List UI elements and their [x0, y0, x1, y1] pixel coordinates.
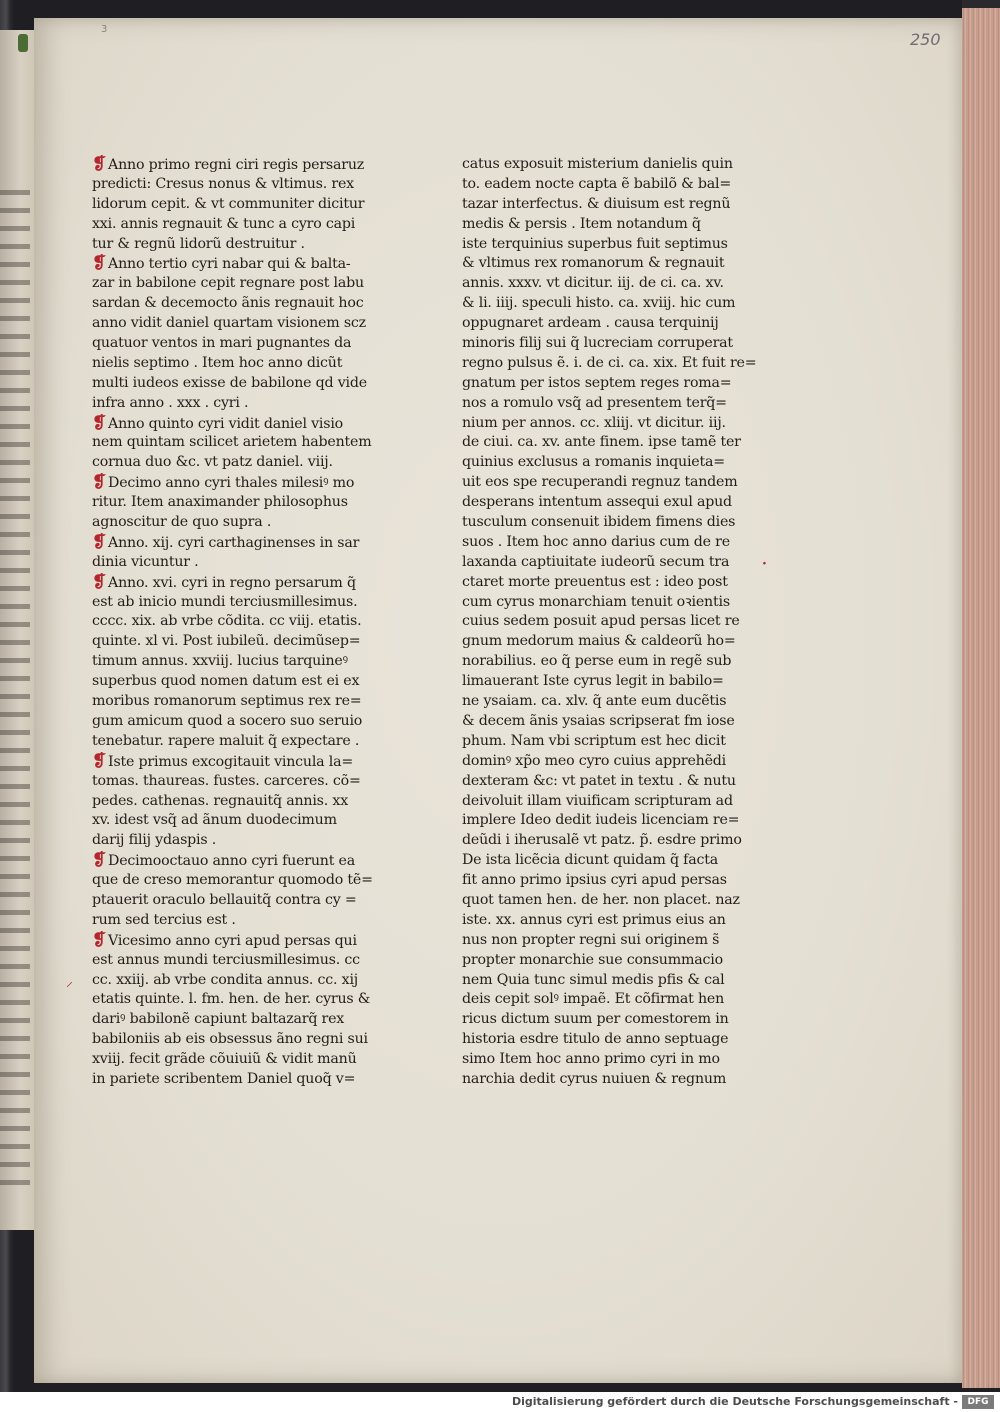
line-text: multi iudeos exisse de babilone qd vide	[92, 374, 367, 391]
paragraph-mark-icon: ❡	[92, 851, 107, 871]
line-text: quatuor ventos in mari pugnantes da	[92, 335, 352, 352]
text-line	[92, 752, 392, 772]
text-line	[92, 235, 392, 255]
text-line	[462, 1050, 764, 1070]
margin-red-dot: ·	[762, 556, 767, 572]
text-line	[92, 971, 392, 991]
dfg-logo: DFG	[962, 1395, 994, 1409]
text-line	[462, 672, 764, 692]
text-line	[462, 394, 764, 414]
line-text: lidorum cepit. & vt communiter dicitur	[92, 195, 365, 212]
line-text: xviij. fecit grãde cõuiuiũ & vidit manũ	[92, 1051, 357, 1068]
text-line	[462, 473, 764, 493]
line-text: est ab inicio mundi terciusmillesimus.	[92, 593, 358, 610]
text-line	[462, 414, 764, 434]
text-line	[462, 931, 764, 951]
line-text: nielis septimo . Item hoc anno dicũt	[92, 354, 343, 371]
line-text: & li. iiij. speculi histo. ca. xviij. hic cum	[462, 295, 736, 312]
previous-page-edge	[0, 30, 35, 1230]
line-text: ricus dictum suum per comestorem in	[462, 1011, 729, 1028]
text-line	[462, 911, 764, 931]
line-text: tomas. thaureas. fustes. carceres. cõ=	[92, 772, 361, 789]
text-line	[92, 732, 392, 752]
line-text: iste terquinius superbus fuit septimus	[462, 235, 728, 252]
text-line	[462, 593, 764, 613]
text-line	[92, 772, 392, 792]
line-text: ritur. Item anaximander philosophus	[92, 494, 348, 511]
line-text: oppugnaret ardeam . causa terquinij	[462, 315, 719, 332]
line-text: de ciui. ca. xv. ante finem. ipse tamẽ ter	[462, 434, 741, 451]
text-line	[462, 294, 764, 314]
line-text: medis & persis . Item notandum q̃	[462, 215, 701, 232]
text-line	[462, 254, 764, 274]
paragraph-mark-icon: ❡	[92, 751, 107, 771]
line-text: Decimo anno cyri thales milesiꝰ mo	[108, 475, 355, 492]
line-text: predicti: Cresus nonus & vltimus. rex	[92, 175, 354, 192]
text-line	[92, 612, 392, 632]
paragraph-mark-icon: ❡	[92, 572, 107, 592]
text-line	[462, 175, 764, 195]
text-line	[462, 971, 764, 991]
line-text: & decem ãnis ysaias scripserat fm iose	[462, 712, 735, 729]
line-text: Anno quinto cyri vidit daniel visio	[108, 415, 344, 432]
line-text: rum sed tercius est .	[92, 911, 236, 928]
text-line	[462, 513, 764, 533]
text-line	[462, 831, 764, 851]
line-text: catus exposuit misterium danielis quin	[462, 156, 733, 172]
text-line	[92, 433, 392, 453]
line-text: tenebatur. rapere maluit q̃ expectare .	[92, 732, 360, 749]
line-text: phum. Nam vbi scriptum est hec dicit	[462, 732, 726, 749]
line-text: dominꝰ xp̃o meo cyro cuius apprehẽdi	[462, 752, 727, 769]
text-line	[462, 433, 764, 453]
text-line	[92, 493, 392, 513]
text-line	[92, 792, 392, 812]
line-text: sardan & decemocto ãnis regnauit hoc	[92, 295, 364, 312]
text-line	[92, 414, 392, 434]
line-text: fit anno primo ipsius cyri apud persas	[462, 872, 727, 889]
text-line	[462, 573, 764, 593]
text-line	[92, 374, 392, 394]
fore-edge-page-stack	[962, 8, 1000, 1388]
line-text: cum cyrus monarchiam tenuit oꝛientis	[462, 593, 730, 610]
text-line	[92, 712, 392, 732]
text-line	[462, 652, 764, 672]
line-text: anno vidit daniel quartam visionem scz	[92, 315, 366, 332]
text-line	[462, 453, 764, 473]
line-text: annis. xxxv. vt dicitur. iij. de ci. ca. xv.	[462, 275, 724, 292]
text-line	[462, 712, 764, 732]
line-text: moribus romanorum septimus rex re=	[92, 693, 362, 710]
line-text: etatis quinte. l. fm. hen. de her. cyrus &	[92, 991, 371, 1008]
text-line	[92, 354, 392, 374]
line-text: & vltimus rex romanorum & regnauit	[462, 255, 725, 272]
line-text: dariꝰ babilonẽ capiunt baltazarq̃ rex	[92, 1011, 345, 1028]
text-line	[462, 235, 764, 255]
text-line	[462, 951, 764, 971]
line-text: cccc. xix. ab vrbe cõdita. cc viij. etatis.	[92, 613, 362, 630]
line-text: est annus mundi terciusmillesimus. cc	[92, 951, 360, 968]
text-line	[462, 155, 764, 175]
line-text: nium per annos. cc. xliij. vt dicitur. iij.	[462, 414, 726, 431]
line-text: pedes. cathenas. regnauitq̃ annis. xx	[92, 792, 348, 809]
text-line	[462, 215, 764, 235]
line-text: quinte. xl vi. Post iubileũ. decimũsep=	[92, 633, 361, 650]
line-text: uit eos spe recuperandi regnuz tandem	[462, 474, 738, 491]
line-text: deũdi i iherusalẽ vt patz. p̃. esdre primo	[462, 832, 742, 849]
line-text: ptauerit oraculo bellauitq̃ contra cy =	[92, 891, 357, 908]
line-text: regno pulsus ẽ. i. de ci. ca. xix. Et fuit re=	[462, 354, 757, 371]
line-text: minoris filij sui q̃ lucreciam corruperat	[462, 335, 733, 352]
text-line	[462, 732, 764, 752]
paragraph-mark-icon: ❡	[92, 532, 107, 552]
paragraph-mark-icon: ❡	[92, 473, 107, 493]
text-line	[92, 911, 392, 931]
text-line	[92, 951, 392, 971]
line-text: tur & regnũ lidorũ destruitur .	[92, 235, 305, 252]
text-line	[462, 792, 764, 812]
text-line	[92, 453, 392, 473]
line-text: tazar interfectus. & diuisum est regnũ	[462, 195, 731, 212]
line-text: xv. idest vsq̃ ad ãnum duodecimum	[92, 812, 337, 829]
line-text: narchia dedit cyrus nuiuen & regnum	[462, 1070, 727, 1087]
text-line	[92, 513, 392, 533]
text-line	[462, 274, 764, 294]
line-text: ne ysaiam. ca. xlv. q̃ ante eum ducẽtis	[462, 693, 727, 710]
paragraph-mark-icon: ❡	[92, 155, 107, 174]
text-line	[92, 692, 392, 712]
text-line	[92, 593, 392, 613]
text-line	[92, 394, 392, 414]
text-line	[92, 1050, 392, 1070]
line-text: infra anno . xxx . cyri .	[92, 394, 249, 411]
paragraph-mark-icon: ❡	[92, 413, 107, 433]
text-line	[462, 811, 764, 831]
text-line	[92, 990, 392, 1010]
margin-red-mark: ⸝	[66, 974, 73, 990]
line-text: nos a romulo vsq̃ ad presentem terq̃=	[462, 394, 727, 411]
text-line	[92, 195, 392, 215]
text-line	[462, 314, 764, 334]
text-line	[462, 334, 764, 354]
text-line	[92, 632, 392, 652]
line-text: Anno tertio cyri nabar qui & balta-	[108, 256, 351, 273]
line-text: zar in babilone cepit regnare post labu	[92, 275, 364, 292]
line-text: ctaret morte preuentus est : ideo post	[462, 573, 728, 590]
line-text: Anno. xvi. cyri in regno persarum q̃	[108, 574, 356, 591]
text-line	[462, 493, 764, 513]
line-text: simo Item hoc anno primo cyri in mo	[462, 1051, 720, 1068]
line-text: gum amicum quod a socero suo seruio	[92, 712, 363, 729]
text-line	[462, 354, 764, 374]
line-text: Anno. xij. cyri carthaginenses in sar	[108, 534, 360, 551]
text-line	[92, 652, 392, 672]
line-text: propter monarchie sue consummacio	[462, 951, 723, 968]
line-text: norabilius. eo q̃ perse eum in regẽ sub	[462, 653, 732, 670]
previous-page-text-bleed	[0, 190, 30, 1190]
text-line	[462, 533, 764, 553]
text-line	[92, 155, 392, 175]
line-text: laxanda captiuitate iudeorũ secum tra	[462, 553, 730, 570]
line-text: iste. xx. annus cyri est primus eius an	[462, 911, 726, 928]
line-text: nem Quia tunc simul medis pfis & cal	[462, 971, 725, 988]
text-line	[92, 811, 392, 831]
text-line	[92, 334, 392, 354]
text-line	[462, 553, 764, 573]
line-text: xxi. annis regnauit & tunc a cyro capi	[92, 215, 356, 232]
text-line	[92, 294, 392, 314]
line-text: dinia vicuntur .	[92, 553, 199, 570]
corner-mark: 3	[101, 24, 108, 35]
text-line	[462, 632, 764, 652]
line-text: cuius sedem posuit apud persas licet re	[462, 613, 740, 630]
line-text: dexteram &c: vt patet in textu . & nutu	[462, 772, 736, 789]
paragraph-mark-icon: ❡	[92, 930, 107, 950]
line-text: superbus quod nomen datum est ei ex	[92, 673, 360, 690]
text-line	[92, 473, 392, 493]
line-text: deivoluit illam viuificam scripturam ad	[462, 792, 733, 809]
line-text: que de creso memorantur quomodo tẽ=	[92, 872, 373, 889]
line-text: quot tamen hen. de her. non placet. naz	[462, 891, 740, 908]
line-text: tusculum consenuit ibidem fimens dies	[462, 514, 736, 531]
text-line	[462, 1010, 764, 1030]
text-line	[92, 573, 392, 593]
line-text: agnoscitur de quo supra .	[92, 514, 272, 531]
text-line	[462, 990, 764, 1010]
text-line	[462, 772, 764, 792]
paragraph-mark-icon: ❡	[92, 254, 107, 274]
text-line	[462, 891, 764, 911]
line-text: Anno primo regni ciri regis persaruz	[108, 157, 365, 173]
green-tab-mark	[18, 34, 28, 52]
text-line	[462, 752, 764, 772]
line-text: De ista licẽcia dicunt quidam q̃ facta	[462, 852, 718, 869]
line-text: Decimooctauo anno cyri fuerunt ea	[108, 853, 356, 870]
text-line	[462, 374, 764, 394]
line-text: darij filij ydaspis .	[92, 832, 217, 849]
line-text: gnatum per istos septem reges roma=	[462, 374, 732, 391]
left-text-column	[92, 155, 392, 1090]
right-text-column	[462, 155, 764, 1090]
line-text: Iste primus excogitauit vincula la=	[108, 753, 354, 770]
text-line	[92, 871, 392, 891]
text-line	[462, 1070, 764, 1090]
line-text: in pariete scribentem Daniel quoq̃ v=	[92, 1070, 356, 1087]
line-text: implere Ideo dedit iudeis licenciam re=	[462, 812, 740, 829]
text-line	[92, 831, 392, 851]
text-line	[462, 195, 764, 215]
text-line	[92, 891, 392, 911]
line-text: babiloniis ab eis obsessus ãno regni sui	[92, 1031, 368, 1048]
text-line	[92, 931, 392, 951]
line-text: to. eadem nocte capta ẽ babilõ & bal=	[462, 175, 732, 192]
text-line	[92, 215, 392, 235]
text-line	[92, 274, 392, 294]
footer-bar	[0, 1392, 1000, 1412]
text-line	[462, 692, 764, 712]
text-line	[92, 553, 392, 573]
text-line	[92, 1070, 392, 1090]
text-line	[462, 871, 764, 891]
line-text: nem quintam scilicet arietem habentem	[92, 434, 372, 451]
line-text: suos . Item hoc anno darius cum de re	[462, 533, 730, 550]
line-text: cornua duo &c. vt patz daniel. viij.	[92, 454, 333, 471]
line-text: limauerant Iste cyrus legit in babilo=	[462, 673, 724, 690]
line-text: timum annus. xxviij. lucius tarquineꝰ	[92, 653, 348, 670]
line-text: cc. xxiij. ab vrbe condita annus. cc. xij	[92, 971, 358, 988]
text-line	[92, 1030, 392, 1050]
line-text: Vicesimo anno cyri apud persas qui	[108, 932, 357, 949]
line-text: quinius exclusus a romanis inquieta=	[462, 454, 725, 471]
text-line	[462, 1030, 764, 1050]
text-line	[92, 314, 392, 334]
folio-number: 250	[910, 30, 941, 49]
text-line	[92, 254, 392, 274]
text-line	[92, 1010, 392, 1030]
text-line	[462, 851, 764, 871]
text-line	[92, 851, 392, 871]
line-text: historia esdre titulo de anno septuage	[462, 1031, 729, 1048]
text-line	[92, 672, 392, 692]
line-text: gnum medorum maius & caldeorũ ho=	[462, 633, 736, 650]
text-line	[92, 175, 392, 195]
line-text: deis cepit solꝰ impaẽ. Et cõfirmat hen	[462, 991, 725, 1008]
text-line	[462, 612, 764, 632]
line-text: desperans intentum assequi exul apud	[462, 494, 732, 511]
funding-notice: Digitalisierung gefördert durch die Deutsche Forschungsgemeinschaft -	[511, 1395, 958, 1408]
text-line	[92, 533, 392, 553]
line-text: nus non propter regni sui originem s̃	[462, 931, 720, 948]
